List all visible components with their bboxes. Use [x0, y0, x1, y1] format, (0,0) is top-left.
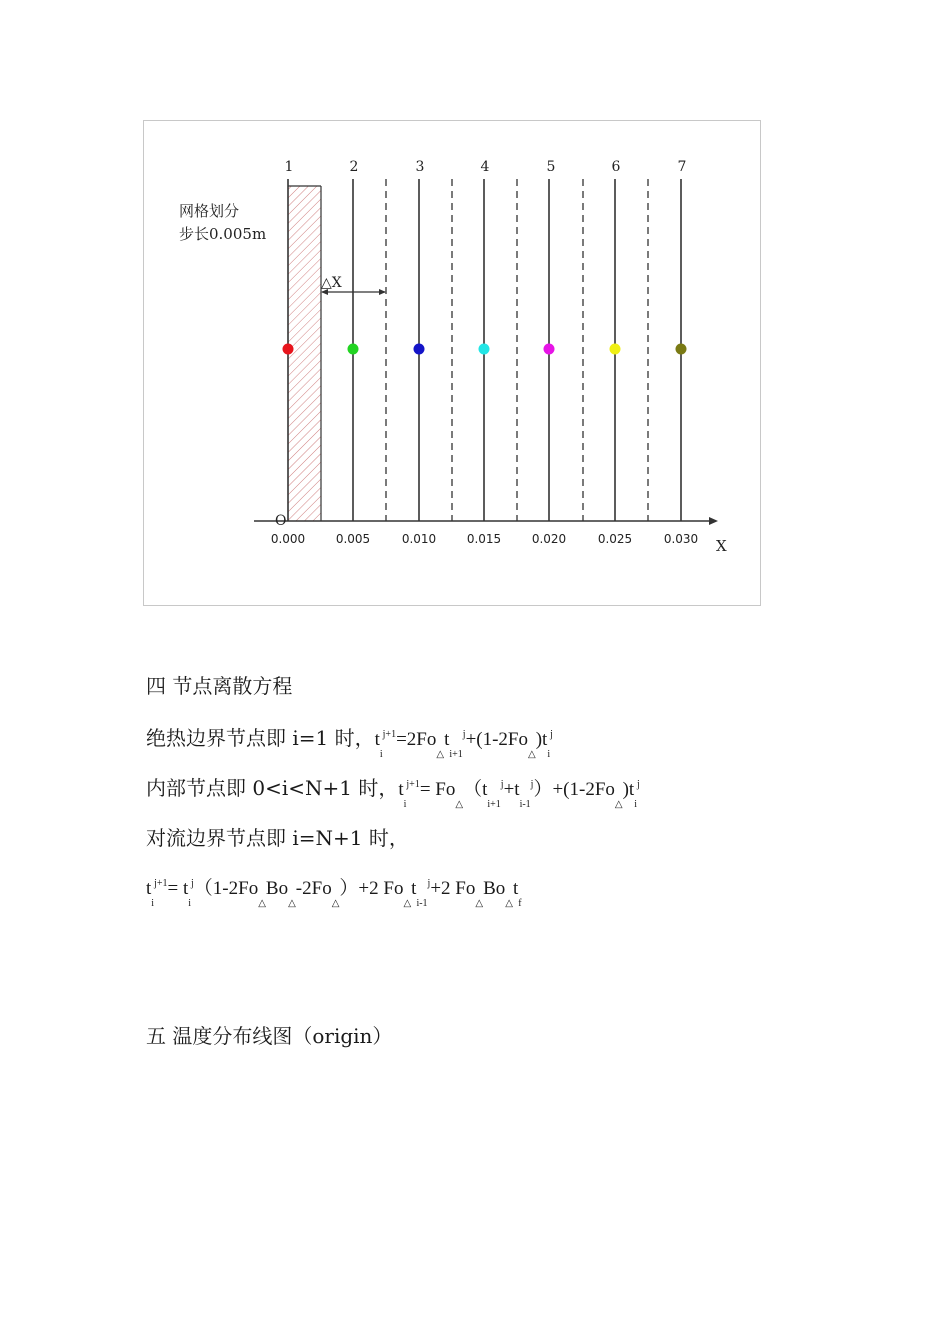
delta-x-label: △X: [321, 275, 342, 291]
node-number-2: 2: [349, 159, 359, 175]
adiabatic-boundary-region: [288, 186, 321, 521]
node-number-4: 4: [480, 159, 490, 175]
x-tick-0: 0.000: [270, 532, 306, 546]
node-number-5: 5: [546, 159, 556, 175]
node-number-7: 7: [677, 159, 687, 175]
convection-boundary-label: 对流边界节点即 i=N+1 时，: [146, 826, 409, 850]
x-tick-6: 0.030: [663, 532, 699, 546]
mesh-diagram: [144, 121, 762, 607]
node-point-3: [414, 344, 425, 355]
equation-1-body: tij+1=2Fo△ti+1j+(1-2Fo△)tij: [374, 729, 553, 760]
grid-label-line-2: 步长0.005m: [179, 225, 267, 243]
x-tick-labels: [271, 532, 698, 546]
x-tick-3: 0.015: [466, 532, 502, 546]
node-point-4: [479, 344, 490, 355]
mesh-figure: [143, 120, 761, 606]
node-points: [283, 344, 687, 355]
x-tick-4: 0.020: [531, 532, 567, 546]
node-number-6: 6: [611, 159, 621, 175]
x-axis-label: X: [716, 537, 727, 555]
x-tick-5: 0.025: [597, 532, 633, 546]
node-number-3: 3: [415, 159, 425, 175]
equation-3-body: tij+1= tij（1-2Fo△Bo△-2Fo△）+2 Fo△ti-1j+2 Fo△Bo△tf: [146, 878, 522, 909]
node-point-7: [676, 344, 687, 355]
x-tick-1: 0.005: [335, 532, 371, 546]
node-number-labels: [285, 159, 687, 175]
x-axis-arrow: [709, 517, 718, 525]
equation-interior-node: [146, 772, 640, 810]
delta-x-arrow-right-head: [379, 289, 386, 295]
node-number-1: 1: [284, 159, 294, 175]
x-tick-2: 0.010: [401, 532, 437, 546]
section-4-heading: 四 节点离散方程: [146, 674, 293, 698]
node-point-1: [283, 344, 294, 355]
node-point-5: [544, 344, 555, 355]
node-point-6: [610, 344, 621, 355]
section-5-heading: 五 温度分布线图（origin）: [146, 1024, 393, 1048]
equation-2-prefix: 内部节点即 0<i<N+1 时，: [146, 776, 399, 800]
equation-adiabatic-boundary: [146, 722, 553, 760]
node-point-2: [348, 344, 359, 355]
equation-convection-boundary: [146, 873, 522, 909]
equation-1-prefix: 绝热边界节点即 i=1 时，: [146, 726, 375, 750]
equation-2-body: tij+1= Fo△（ti+1j+ti-1j）+(1-2Fo△)tij: [398, 779, 640, 810]
grid-label-line-1: 网格划分: [179, 202, 240, 220]
control-volume-boundaries: [386, 179, 648, 521]
origin-label: O: [275, 513, 287, 529]
